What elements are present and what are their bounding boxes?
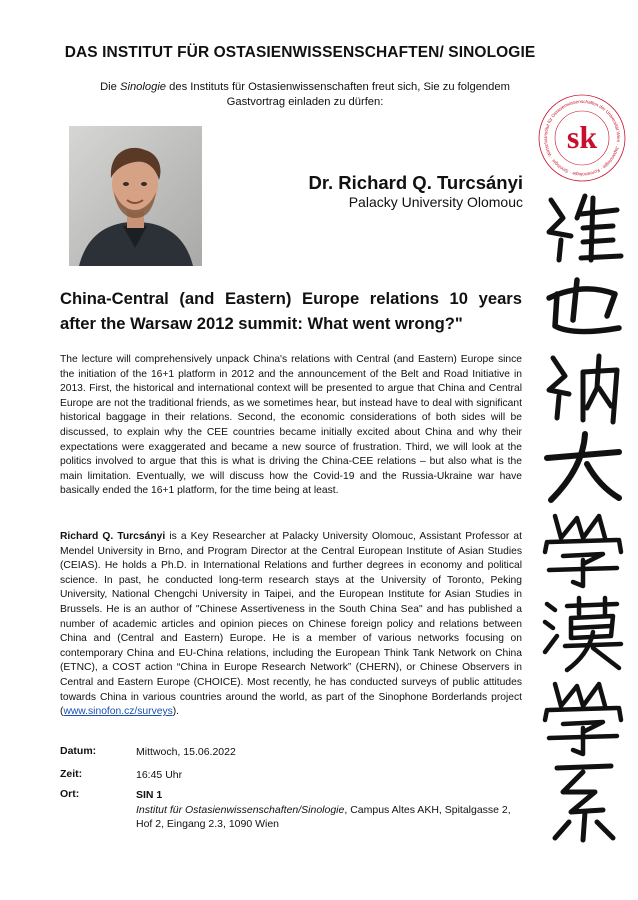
calligraphy-char-8 [555,766,613,840]
speaker-portrait-image [69,126,202,266]
intro-text-start: Die [100,81,120,93]
calligraphy-char-2 [549,280,619,332]
institute-title: DAS INSTITUT FÜR OSTASIENWISSENSCHAFTEN/ SINOLOGIE [64,44,536,61]
invitation-intro [70,80,540,110]
svg-text:sk: sk [566,119,598,155]
bio-text: is a Key Researcher at Palacky University Olomouc, Assistant Professor at Mendel University in Brno, and Program Director at the Central European Institute of Asian Studies (CEIAS). He holds a Ph.D. in International Relations and further degrees in economy and political science. In past, he conducted long-term research stays at the University of Toronto, Peking University, National Chengchi University in Taipei, and the European Institute for Asian Studies in Brussels. He is an author of "Chinese Assertiveness in the South China Sea" and has published a number of academic articles and opinion pieces on Chinese foreign policy and relations between China and (Central and Eastern) Europe. He is a member of various networks focusing on contemporary China and EU-China relations, including the European Think Tank Network on China (ETNC), a COST action “China in Europe Research Network” (CHERN), or Chinese Observers in Central and Eastern Europe (CHOICE). Most recently, he has conducted surveys of public attitudes towards China in various countries around the world, as part of the Sinophone Borderlands project ( [60,531,522,718]
calligraphy-char-5 [545,516,621,586]
date-value: Mittwoch, 15.06.2022 [136,746,236,758]
time-value: 16:45 Uhr [136,769,183,781]
intro-text-end: des Instituts für Ostasienwissenschaften freut sich, Sie zu folgendem Gastvortrag einladen zu dürfen: [166,81,510,108]
calligraphy-char-4 [547,434,619,500]
talk-abstract: The lecture will comprehensively unpack China's relations with Central (and Eastern) Europe since the initiation of the 16+1 platform in 2012 and the announcement of the Belt and Road Initiative in 2013. First, the historical and international context will be presented to argue that China and Central Europe are not the traditional friends, as we sometimes hear, but instead have to deal with significant historical baggage in their relations. Second, the economic considerations of both sides will be discussed, to explain why the CEE countries became initially excited about China and why their expectations were exaggerated and became a new source of frustration. Third, we will look at the politics involved to argue that this is what is driving the China-CEE relations – but also what is the main limitation. Eventually, we will discuss how the Covid-19 and the Russia-Ukraine war have basically ended the 16+1 platform, for the time being at least. [60,354,522,497]
bio-speaker-name: Richard Q. Turcsányi [60,531,166,542]
intro-emphasis: Sinologie [120,81,167,93]
venue-name: Institut für Ostasienwissenschaften/Sinologie [136,803,345,816]
institute-seal-logo [536,92,628,184]
time-label: Zeit: [60,768,83,780]
talk-title: China-Central (and Eastern) Europe relations 10 years after the Warsaw 2012 summit: What went wrong?" [60,289,522,333]
calligraphy-vertical-text [533,188,633,848]
room-name: SIN 1 [136,789,163,801]
svg-text:Institut für Ostasienwissensch: Institut für Ostasienwissenschaften der Universität Wien · Japanologie · Koreanologie · Sinologie · Wirtscha [542,98,622,178]
bio-end: ). [172,706,180,718]
place-value [136,788,526,832]
survey-link[interactable]: www.sinofon.cz/surveys [63,706,173,718]
date-label: Datum: [60,745,97,757]
calligraphy-char-7 [545,684,621,754]
speaker-photo [69,126,202,266]
speaker-affiliation: Palacky University Olomouc [348,194,523,210]
speaker-bio [60,530,522,720]
venue-address: , Campus Altes AKH, Spitalgasse 2, Hof 2, Eingang 2.3, 1090 Wien [136,803,511,830]
calligraphy-char-6 [545,598,621,670]
place-label: Ort: [60,788,80,800]
speaker-name: Dr. Richard Q. Turcsányi [308,172,523,193]
calligraphy-char-1 [549,196,621,260]
calligraphy-char-3 [549,356,617,422]
